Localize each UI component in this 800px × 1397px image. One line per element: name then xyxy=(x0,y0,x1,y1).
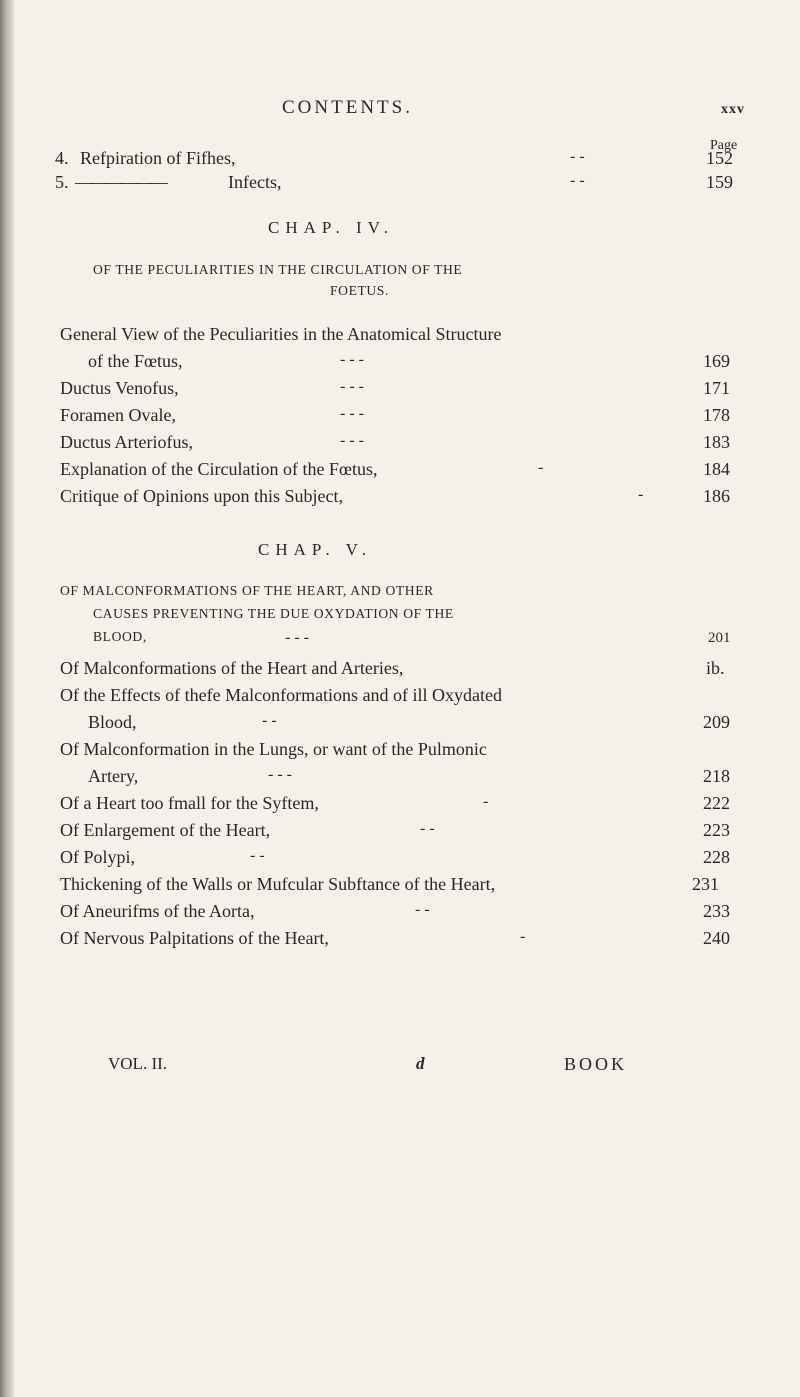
entry-title: Of Nervous Palpitations of the Heart, xyxy=(60,928,329,948)
entry-page: 222 xyxy=(703,793,730,813)
entry-title: of the Fœtus, xyxy=(88,351,183,371)
entry-leader: - - - xyxy=(268,766,292,783)
entry-page: 240 xyxy=(703,928,730,948)
entry-page: 184 xyxy=(703,459,730,479)
entry-leader: - - xyxy=(262,712,277,729)
toc-entry xyxy=(0,820,800,848)
entry-title: Of the Effects of thefe Malconformations and of ill Oxydated xyxy=(60,685,503,705)
entry-title: Blood, xyxy=(88,712,137,732)
toc-entry xyxy=(0,486,800,514)
entry-page: 218 xyxy=(703,766,730,786)
toc-entry xyxy=(0,459,800,487)
entry-page: 152 xyxy=(706,148,733,168)
entry-leader: - - xyxy=(415,901,430,918)
entry-title: Of Aneurifms of the Aorta, xyxy=(60,901,255,921)
entry-title: Of Polypi, xyxy=(60,847,136,867)
entry-title: Ductus Arteriofus, xyxy=(60,432,193,452)
entry-title: General View of the Peculiarities in the Anatomical Structure xyxy=(60,324,502,344)
toc-entry xyxy=(0,766,800,794)
entry-leader: - - xyxy=(570,148,585,165)
toc-entry xyxy=(0,172,800,200)
entry-title: Critique of Opinions upon this Subject, xyxy=(60,486,343,506)
toc-entry xyxy=(0,432,800,460)
entry-leader: - - - xyxy=(340,378,364,395)
entry-title: Explanation of the Circulation of the Fœtus, xyxy=(60,459,378,479)
toc-entry xyxy=(0,378,800,406)
entry-page: 201 xyxy=(708,630,731,646)
toc-entry xyxy=(0,685,800,713)
entry-page: 231 xyxy=(692,874,719,894)
entry-page: 183 xyxy=(703,432,730,452)
toc-entry xyxy=(0,658,800,686)
entry-page: 228 xyxy=(703,847,730,867)
signature-mark: d xyxy=(416,1054,425,1073)
entry-number: 5. xyxy=(55,172,69,192)
entry-title: Thickening of the Walls or Mufcular Subftance of the Heart, xyxy=(60,874,496,894)
header-title: CONTENTS. xyxy=(282,97,413,118)
entry-title: Of Malconformations of the Heart and Arteries, xyxy=(60,658,404,678)
toc-entry xyxy=(0,739,800,767)
entry-leader: - xyxy=(520,928,526,945)
entry-ditto-rule: —————— xyxy=(75,172,165,192)
entry-leader: - - xyxy=(250,847,265,864)
entry-title: Artery, xyxy=(88,766,139,786)
entry-title: Of Enlargement of the Heart, xyxy=(60,820,271,840)
entry-page: 186 xyxy=(703,486,730,506)
toc-entry xyxy=(0,351,800,379)
toc-entry xyxy=(0,324,800,352)
chapter-title-line: BLOOD, xyxy=(93,629,147,644)
header-page-number: xxv xyxy=(721,102,745,117)
entry-leader: - - - xyxy=(340,432,364,449)
entry-leader: - - xyxy=(570,172,585,189)
chapter-heading: CHAP. IV. xyxy=(268,218,394,237)
chapter-title-line: FOETUS. xyxy=(330,283,389,298)
entry-page: ib. xyxy=(706,658,725,678)
entry-leader: - - - xyxy=(340,351,364,368)
entry-page: 178 xyxy=(703,405,730,425)
toc-entry xyxy=(0,712,800,740)
toc-entry xyxy=(0,928,800,956)
entry-leader: - - - xyxy=(285,629,309,646)
chapter-heading: CHAP. V. xyxy=(258,540,372,559)
entry-page: 223 xyxy=(703,820,730,840)
entry-leader: - xyxy=(538,459,544,476)
entry-title: Refpiration of Fifhes, xyxy=(80,148,236,168)
entry-leader: - - - xyxy=(340,405,364,422)
entry-title: Of Malconformation in the Lungs, or want of the Pulmonic xyxy=(60,739,487,759)
catchword: BOOK xyxy=(564,1054,628,1074)
entry-page: 209 xyxy=(703,712,730,732)
entry-title: Of a Heart too fmall for the Syftem, xyxy=(60,793,319,813)
toc-entry xyxy=(0,901,800,929)
chapter-title-line: CAUSES PREVENTING THE DUE OXYDATION OF THE xyxy=(93,606,454,621)
entry-title: Infects, xyxy=(228,172,282,192)
toc-entry xyxy=(0,874,800,902)
page-column-label: Page xyxy=(710,138,738,153)
entry-title: Foramen Ovale, xyxy=(60,405,176,425)
running-header xyxy=(0,97,800,127)
entry-leader: - - xyxy=(420,820,435,837)
entry-page: 171 xyxy=(703,378,730,398)
toc-entry xyxy=(0,793,800,821)
entry-number: 4. xyxy=(55,148,69,168)
entry-title: Ductus Venofus, xyxy=(60,378,179,398)
page-footer xyxy=(0,1054,800,1082)
entry-page: 169 xyxy=(703,351,730,371)
chapter-title-line: OF THE PECULIARITIES IN THE CIRCULATION OF THE xyxy=(93,262,463,277)
entry-page: 233 xyxy=(703,901,730,921)
entry-leader: - xyxy=(638,486,644,503)
toc-entry xyxy=(0,847,800,875)
entry-page: 159 xyxy=(706,172,733,192)
toc-entry xyxy=(0,627,800,655)
chapter-title-line: OF MALCONFORMATIONS OF THE HEART, AND OTHER xyxy=(60,583,434,598)
toc-entry xyxy=(0,405,800,433)
volume-mark: VOL. II. xyxy=(108,1054,168,1073)
entry-leader: - xyxy=(483,793,489,810)
